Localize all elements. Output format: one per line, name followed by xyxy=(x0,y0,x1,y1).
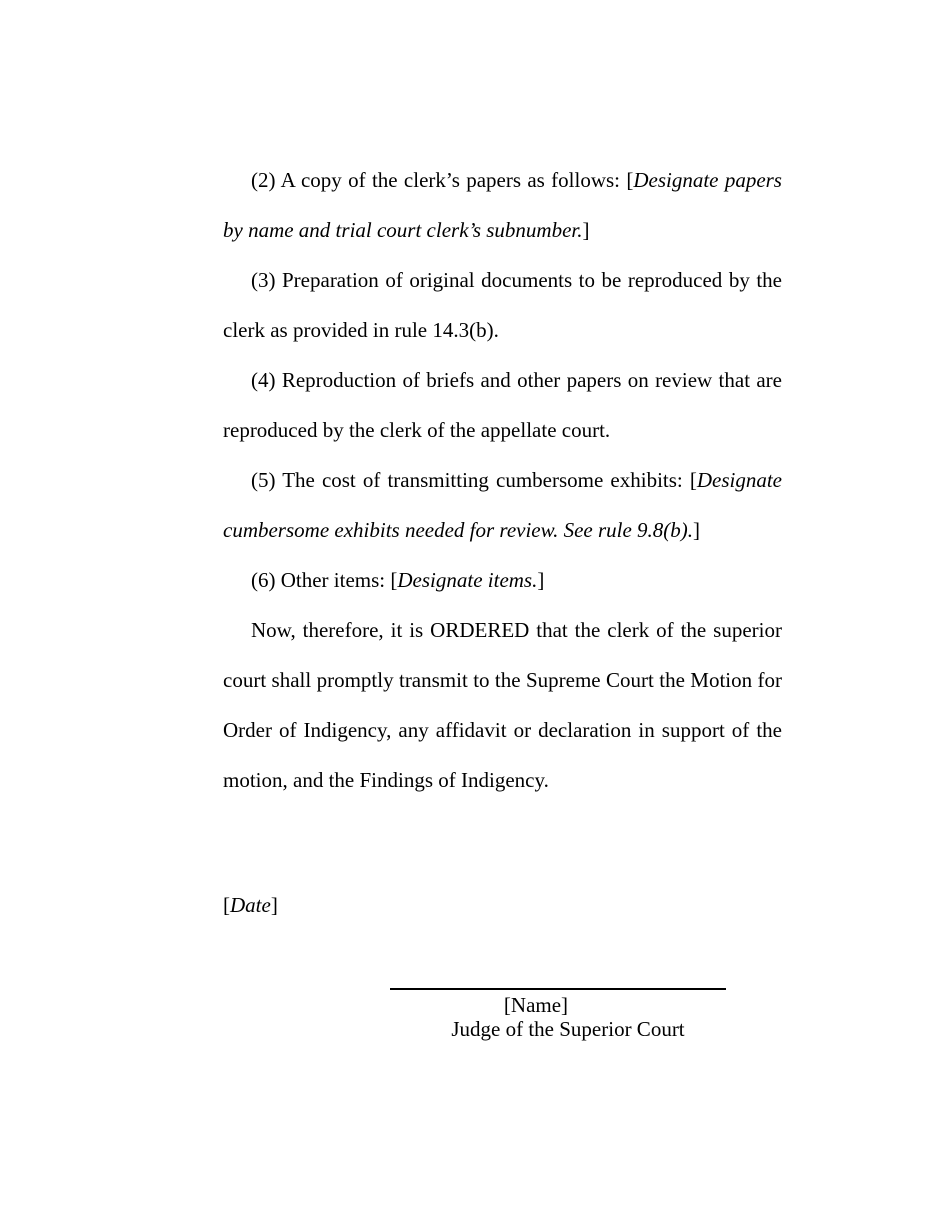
signature-line xyxy=(390,988,726,990)
order-paragraph: Now, therefore, it is ORDERED that the clerk of the superior court shall promptly transmit to the Supreme Court the Motion for Order of Indigency, any affidavit or declaration in support of the motion, and the Findings of Indigency. xyxy=(223,618,782,792)
order-body xyxy=(223,155,782,805)
judge-title: Judge of the Superior Court xyxy=(451,1017,685,1041)
item-4-paragraph: (4) Reproduction of briefs and other papers on review that are reproduced by the clerk of the appellate court. xyxy=(223,368,782,442)
date-placeholder: [Date] xyxy=(223,893,278,917)
item-2-paragraph: (2) A copy of the clerk’s papers as follows: [Designate papers by name and trial court clerk’s subnumber.] xyxy=(223,168,782,242)
judge-name-placeholder: [Name] xyxy=(503,993,569,1017)
item-6-paragraph: (6) Other items: [Designate items.] xyxy=(251,568,545,592)
item-5-paragraph: (5) The cost of transmitting cumbersome exhibits: [Designate cumbersome exhibits needed for review. See rule 9.8(b).] xyxy=(223,468,782,542)
item-3-paragraph: (3) Preparation of original documents to be reproduced by the clerk as provided in rule 14.3(b). xyxy=(223,268,782,342)
